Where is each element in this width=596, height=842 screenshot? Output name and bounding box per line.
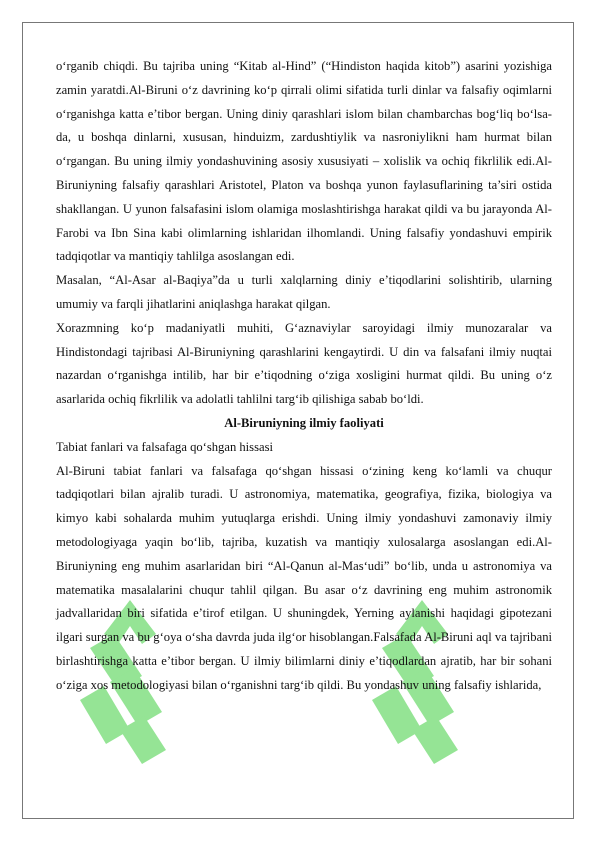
document-body xyxy=(56,55,552,698)
section-heading: Al-Biruniyning ilmiy faoliyati xyxy=(224,415,384,430)
paragraph: Al-Biruni tabiat fanlari va falsafaga qo‘shgan hissasi o‘zining keng ko‘lamli va chuqur tadqiqotlari bilan ajralib turadi. U astronomiya, matematika, geografiya, fizika, biologiya va kimyo kabi sohalarda muhim yutuqlarga erishdi. Uning ilmiy yondashuvi zamonaviy ilmiy metodologiyaga yaqin bo‘lib, tajriba, kuzatish va mantiqiy xulosalarga asoslangan edi.Al-Biruniyning eng muhim asarlaridan biri “Al-Qanun al-Mas‘udi” bo‘lib, unda u astronomiya va matematika masalalarini chuqur tahlil qilgan. Bu asar o‘z davrining eng muhim astronomik jadvallaridan biri sifatida e’tirof etilgan. U shuningdek, Yerning aylanishi haqidagi gipotezani ilgari surgan va bu g‘oya o‘sha davrda juda ilg‘or hisoblangan.Falsafada Al-Biruni aql va tajribani birlashtirishga katta e’tibor bergan. U ilmiy bilimlarni diniy e’tiqodlardan ajratib, har bir sohani o‘ziga xos metodologiyasi bilan o‘rganishni targ‘ib qildi. Bu yondashuv uning falsafiy ishlarida, xyxy=(56,463,552,692)
paragraph: Masalan, “Al-Asar al-Baqiya”da u turli xalqlarning diniy e’tiqodlarini solishtirib, ularning umumiy va farqli jihatlarini aniqlashga harakat qilgan. xyxy=(56,273,552,311)
paragraph: Xorazmning ko‘p madaniyatli muhiti, G‘aznaviylar saroyidagi ilmiy munozaralar va Hindistondagi tajribasi Al-Biruniyning qarashlarini kengaytirdi. U din va falsafani ilmiy nuqtai nazardan o‘rganishga intilib, har bir e’tiqodning o‘ziga xosligini hurmat qildi. Bu uning o‘z asarlarida ochiq fikrlilik va adolatli tahlilni targ‘ib qilishiga sabab bo‘ldi. xyxy=(56,320,552,407)
subsection-heading: Tabiat fanlari va falsafaga qo‘shgan hissasi xyxy=(56,439,273,454)
paragraph: o‘rganib chiqdi. Bu tajriba uning “Kitab al-Hind” (“Hindiston haqida kitob”) asarini yozishiga zamin yaratdi.Al-Biruni o‘z davrining ko‘p qirrali olimi sifatida turli dinlar va falsafiy oqimlarni o‘rganishga katta e’tibor bergan. Uning diniy qarashlari islom bilan chambarchas bog‘liq bo‘lsa-da, u boshqa dinlarni, xususan, hinduizm, zardushtiylik va nasroniylikni ham hurmat bilan o‘rgangan. Bu uning ilmiy yondashuvining asosiy xususiyati – xolislik va ochiq fikrlilik edi.Al-Biruniyning falsafiy qarashlari Aristotel, Platon va boshqa yunon faylasuflarining ta’siri ostida shakllangan. U yunon falsafasini islom olamiga moslashtirishga harakat qildi va bu jarayonda Al-Farobi va Ibn Sina kabi olimlarning ishlaridan ilhomlandi. Uning falsafiy yondashuvi empirik tadqiqotlar va mantiqiy tahlilga asoslangan edi. xyxy=(56,59,552,264)
